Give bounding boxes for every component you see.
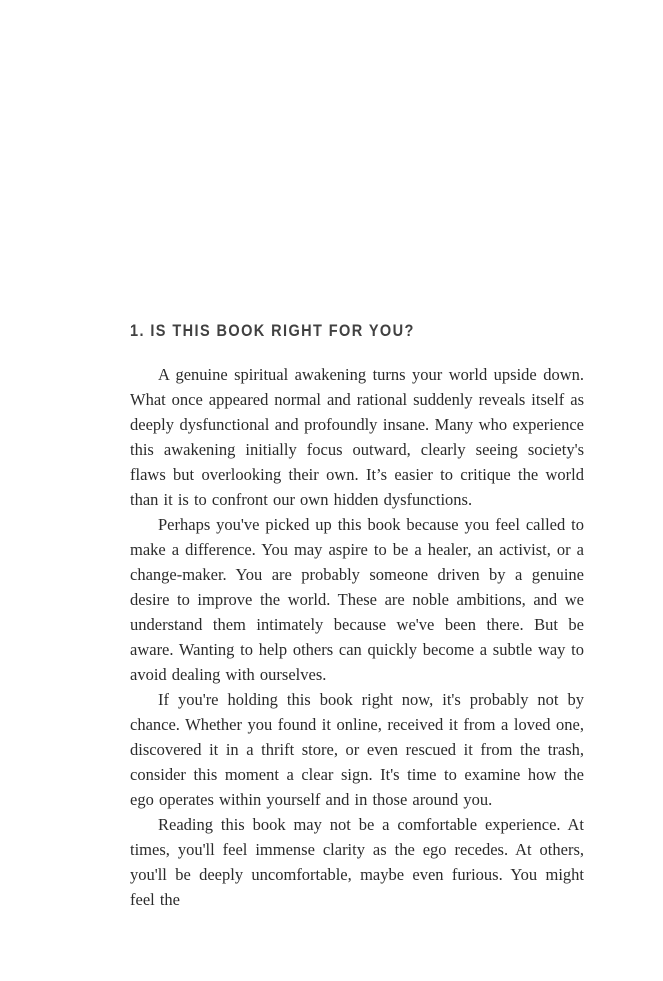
paragraph: If you're holding this book right now, it's probably not by chance. Whether you found it online, received it from a loved one, discovered it in a thrift store, or even rescued it from the trash, consider this moment a clear sign. It's time to examine how the ego operates within yourself and in those around you. <box>130 690 584 809</box>
paragraph: Reading this book may not be a comfortable experience. At times, you'll feel immense clarity as the ego recedes. At others, you'll be deeply uncomfortable, maybe even furious. You might feel the <box>130 815 584 909</box>
chapter-body <box>130 362 584 912</box>
paragraph: A genuine spiritual awakening turns your world upside down. What once appeared normal and rational suddenly reveals itself as deeply dysfunctional and profoundly insane. Many who experience this awakening initially focus outward, clearly seeing society's flaws but overlooking their own. It’s easier to critique the world than it is to confront our own hidden dysfunctions. <box>130 365 584 509</box>
page-content <box>130 322 584 912</box>
paragraph: Perhaps you've picked up this book because you feel called to make a difference. You may aspire to be a healer, an activist, or a change-maker. You are probably someone driven by a genuine desire to improve the world. These are noble ambitions, and we understand them intimately because we've been there. But be aware. Wanting to help others can quickly become a subtle way to avoid dealing with ourselves. <box>130 515 584 684</box>
chapter-heading: 1. IS THIS BOOK RIGHT FOR YOU? <box>130 322 415 340</box>
